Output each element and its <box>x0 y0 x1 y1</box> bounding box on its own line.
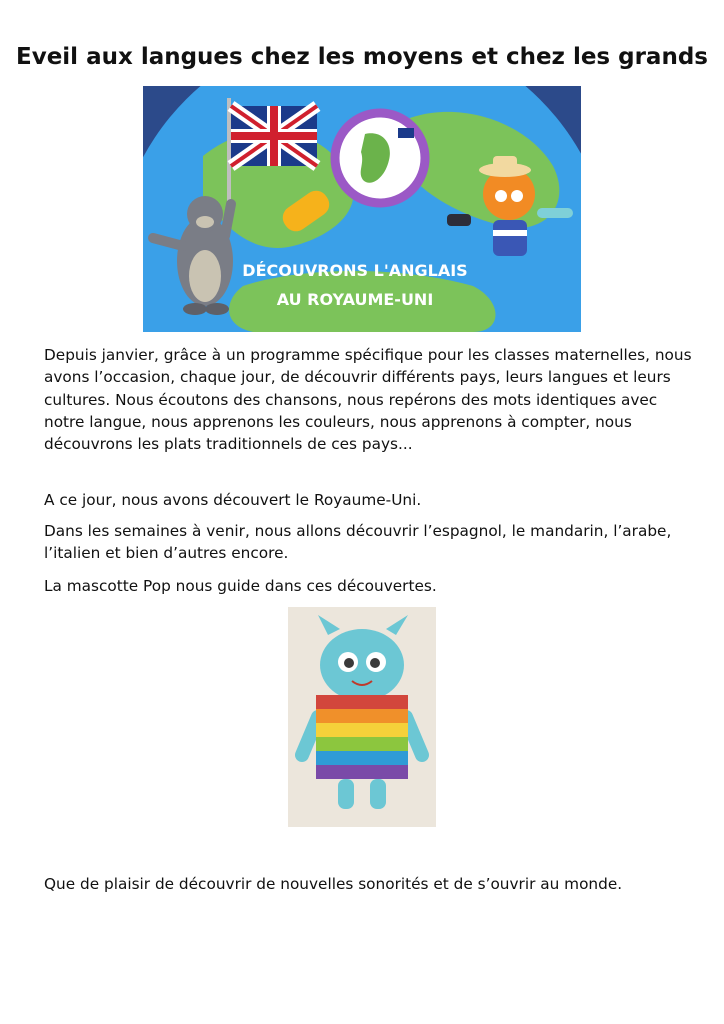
banner-line2: AU ROYAUME-UNI <box>276 290 434 309</box>
page-title: Eveil aux langues chez les moyens et chez les grands <box>16 44 708 70</box>
paragraph-uk: A ce jour, nous avons découvert le Royaume-Uni. <box>44 491 422 509</box>
paragraph-mascot: La mascotte Pop nous guide dans ces découvertes. <box>44 577 437 595</box>
paragraph-upcoming: Dans les semaines à venir, nous allons découvrir l’espagnol, le mandarin, l’arabe, l’italien et bien d’autres encore. <box>44 522 672 563</box>
banner-line1: DÉCOUVRONS L'ANGLAIS <box>242 261 468 280</box>
mascot-plush-photo <box>288 607 436 827</box>
intro-paragraph: Depuis janvier, grâce à un programme spécifique pour les classes maternelles, nous avons l’occasion, chaque jour, de découvrir différents pays, leurs langues et leurs cultures. Nous écoutons des chansons, nous repérons des mots identiques avec notre langue, nous apprenons les couleurs, nous apprenons à compter, nous découvrons les plats traditionnels de ces pays... <box>44 346 692 454</box>
closing-paragraph: Que de plaisir de découvrir de nouvelles sonorités et de s’ouvrir au monde. <box>44 875 623 893</box>
banner-illustration <box>143 86 581 332</box>
